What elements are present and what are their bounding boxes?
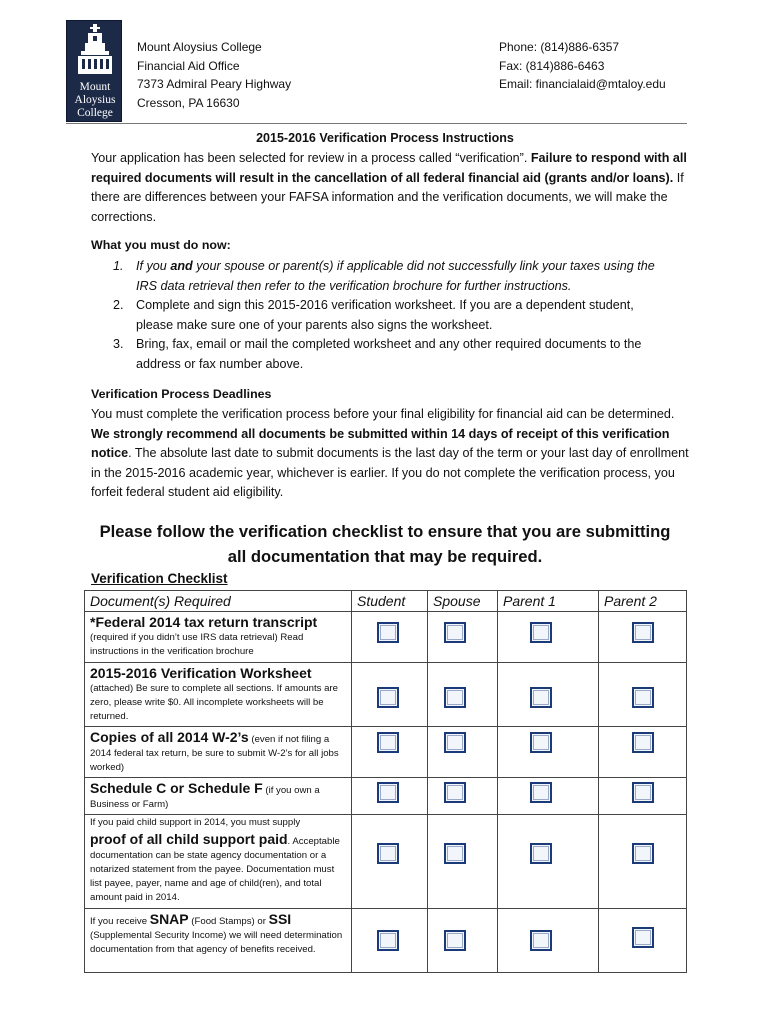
parent-2-checkbox[interactable] xyxy=(632,622,654,643)
parent-1-cell xyxy=(498,663,599,727)
parent-1-checkbox[interactable] xyxy=(530,687,552,708)
column-header-parent-1: Parent 1 xyxy=(498,591,599,612)
step-text-part: your spouse or parent(s) if applicable did not successfully link your taxes using the IRS data retrieval then refer to the verification brochure for further instructions. xyxy=(136,259,655,293)
parent-1-cell xyxy=(498,815,599,909)
parent-2-checkbox[interactable] xyxy=(632,843,654,864)
table-row xyxy=(85,727,687,778)
student-cell xyxy=(352,815,428,909)
fax-line: Fax: (814)886-6463 xyxy=(499,58,605,73)
table-row xyxy=(85,815,687,909)
document-cell xyxy=(85,815,352,909)
parent-2-checkbox[interactable] xyxy=(632,732,654,753)
document-name: 2015-2016 Verification Worksheet xyxy=(90,665,312,681)
document-text-part: (Food Stamps) or xyxy=(188,916,269,927)
step-item xyxy=(113,257,673,296)
parent-1-cell xyxy=(498,612,599,663)
contact-info xyxy=(499,38,666,94)
step-text: Complete and sign this 2015-2016 verification worksheet. If you are a dependent student, please make sure one of your parents also signs the worksheet. xyxy=(136,298,634,332)
step-number: 3. xyxy=(113,337,124,352)
deadlines-text-2: . The absolute last date to submit documents is the last day of the term or your last day of enrollment in the 2015-2016 academic year, whichever is earlier. If you do not complete the verification process, you forfeit federal student aid eligibility. xyxy=(91,446,689,500)
table-row xyxy=(85,612,687,663)
document-title: 2015-2016 Verification Process Instructions xyxy=(256,131,514,145)
student-cell xyxy=(352,909,428,973)
logo-line-1: Mount xyxy=(79,81,111,93)
parent-2-checkbox[interactable] xyxy=(632,927,654,948)
document-name-note: . Acceptable xyxy=(287,836,340,847)
header-divider xyxy=(66,123,687,124)
step-item xyxy=(113,296,673,335)
office-address xyxy=(137,38,291,112)
logo-line-3: College xyxy=(77,107,113,119)
student-checkbox[interactable] xyxy=(377,622,399,643)
document-cell xyxy=(85,909,352,973)
column-header-spouse: Spouse xyxy=(428,591,498,612)
address-line: Financial Aid Office xyxy=(137,58,240,73)
intro-paragraph xyxy=(91,149,691,227)
document-text-part: If you receive xyxy=(90,916,150,927)
parent-1-checkbox[interactable] xyxy=(530,732,552,753)
spouse-checkbox[interactable] xyxy=(444,843,466,864)
address-line: Cresson, PA 16630 xyxy=(137,95,240,110)
step-number: 1. xyxy=(113,259,124,273)
intro-text-2: If there are differences between your FAFSA information and the verification documents, we will make the corrections. xyxy=(91,170,684,224)
column-header-student: Student xyxy=(352,591,428,612)
column-header-parent-2: Parent 2 xyxy=(599,591,687,612)
document-note: Business or Farm) xyxy=(90,799,169,810)
column-header-documents: Document(s) Required xyxy=(85,591,352,612)
document-note: (required if you didn’t use IRS data retrieval) Read instructions in the verification brochure xyxy=(90,632,304,657)
student-cell xyxy=(352,778,428,815)
ssi-label: SSI xyxy=(268,911,292,927)
document-name xyxy=(90,830,346,849)
spouse-cell xyxy=(428,909,498,973)
document-name xyxy=(90,728,346,747)
parent-2-cell xyxy=(599,612,687,663)
step-emphasis: and xyxy=(170,259,193,273)
student-checkbox[interactable] xyxy=(377,843,399,864)
college-logo xyxy=(66,20,122,122)
student-checkbox[interactable] xyxy=(377,687,399,708)
intro-warning: Failure to respond with all required documents will result in the cancellation of all federal financial aid (grants and/or loans). xyxy=(91,151,687,185)
address-line: Mount Aloysius College xyxy=(137,40,262,54)
table-row xyxy=(85,909,687,973)
document-cell xyxy=(85,778,352,815)
spouse-checkbox[interactable] xyxy=(444,782,466,803)
document-name-text: Copies of all 2014 W-2’s xyxy=(90,729,249,745)
document-note: documentation can be state agency documentation or a notarized statement from the payee. Documentation must list payee, payer, name and age of child(ren), and total amount paid in 2014. xyxy=(90,850,335,903)
spouse-cell xyxy=(428,663,498,727)
document-name-text: Schedule C or Schedule F xyxy=(90,780,263,796)
student-cell xyxy=(352,663,428,727)
steps-list xyxy=(113,257,673,375)
follow-checklist-heading: Please follow the verification checklist to ensure that you are submitting all documentation that may be required. xyxy=(99,522,671,566)
parent-1-checkbox[interactable] xyxy=(530,782,552,803)
email-line[interactable]: Email: financialaid@mtaloy.edu xyxy=(499,77,666,91)
student-cell xyxy=(352,727,428,778)
parent-2-checkbox[interactable] xyxy=(632,782,654,803)
parent-1-checkbox[interactable] xyxy=(530,843,552,864)
student-cell xyxy=(352,612,428,663)
document-name-note: (if you own a xyxy=(262,785,320,796)
step-text: Bring, fax, email or mail the completed worksheet and any other required documents to the address or fax number above. xyxy=(136,337,642,371)
document-name-text: proof of all child support paid xyxy=(90,831,288,847)
spouse-checkbox[interactable] xyxy=(444,687,466,708)
logo-line-2: Aloysius xyxy=(74,94,116,106)
document-cell xyxy=(85,727,352,778)
document-pre-note xyxy=(90,910,346,929)
parent-1-cell xyxy=(498,778,599,815)
parent-2-checkbox[interactable] xyxy=(632,687,654,708)
spouse-checkbox[interactable] xyxy=(444,622,466,643)
student-checkbox[interactable] xyxy=(377,732,399,753)
intro-text-1: Your application has been selected for review in a process called “verification”. xyxy=(91,151,531,165)
parent-2-cell xyxy=(599,727,687,778)
parent-1-checkbox[interactable] xyxy=(530,930,552,951)
spouse-checkbox[interactable] xyxy=(444,732,466,753)
document-name: *Federal 2014 tax return transcript xyxy=(90,614,318,630)
table-header-row xyxy=(85,591,687,612)
parent-1-checkbox[interactable] xyxy=(530,622,552,643)
document-cell xyxy=(85,612,352,663)
table-row xyxy=(85,778,687,815)
step-text xyxy=(136,257,673,296)
parent-2-cell xyxy=(599,909,687,973)
document-note: (Supplemental Security Income) we will need determination documentation from that agency of benefits received. xyxy=(90,930,343,955)
document-name-note: (even if not filing a xyxy=(248,734,330,745)
parent-1-cell xyxy=(498,727,599,778)
spouse-cell xyxy=(428,727,498,778)
student-checkbox[interactable] xyxy=(377,782,399,803)
student-checkbox[interactable] xyxy=(377,930,399,951)
spouse-checkbox[interactable] xyxy=(444,930,466,951)
snap-label: SNAP xyxy=(149,911,189,927)
address-line: 7373 Admiral Peary Highway xyxy=(137,77,292,91)
deadlines-heading: Verification Process Deadlines xyxy=(91,387,272,401)
deadlines-recommendation: We strongly recommend all documents be submitted within 14 days of receipt of this verification notice xyxy=(91,426,670,461)
parent-2-cell xyxy=(599,815,687,909)
document-note: 2014 federal tax return, be sure to submit W-2’s for all jobs worked) xyxy=(90,748,339,773)
parent-2-cell xyxy=(599,778,687,815)
parent-1-cell xyxy=(498,909,599,973)
parent-2-cell xyxy=(599,663,687,727)
spouse-cell xyxy=(428,815,498,909)
table-row xyxy=(85,663,687,727)
deadlines-text-1: You must complete the verification process before your final eligibility for financial aid can be determined. xyxy=(91,407,675,421)
verification-checklist-table xyxy=(84,590,687,973)
document-cell xyxy=(85,663,352,727)
document-note: (attached) Be sure to complete all sections. If amounts are zero, please write $0. All incomplete worksheets will be returned. xyxy=(90,683,338,722)
checklist-title: Verification Checklist xyxy=(91,571,228,586)
document-pre-note: If you paid child support in 2014, you must supply xyxy=(90,817,301,828)
deadlines-paragraph xyxy=(91,405,691,503)
what-to-do-heading: What you must do now: xyxy=(91,238,231,252)
spouse-cell xyxy=(428,612,498,663)
phone-line: Phone: (814)886-6357 xyxy=(499,40,620,54)
spouse-cell xyxy=(428,778,498,815)
step-text-part: If you xyxy=(136,259,171,273)
step-item xyxy=(113,335,673,374)
step-number: 2. xyxy=(113,298,124,313)
document-name xyxy=(90,779,346,798)
